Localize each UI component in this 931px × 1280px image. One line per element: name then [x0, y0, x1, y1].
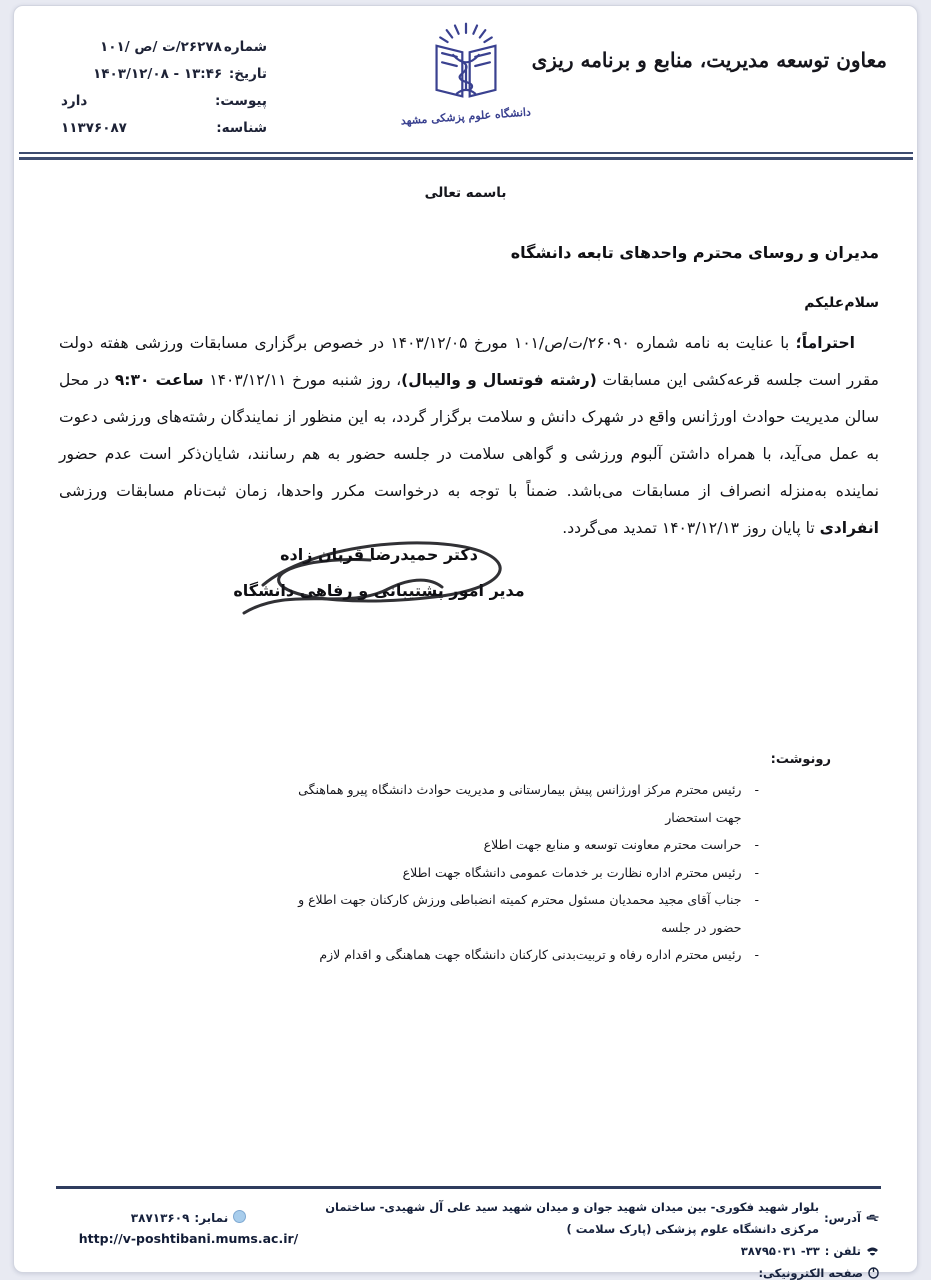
mouse-icon	[868, 1267, 879, 1279]
footer-divider	[56, 1186, 881, 1189]
cc-section	[271, 752, 831, 969]
field-date	[61, 65, 267, 83]
field-attachment-label: پیوست:	[214, 93, 267, 109]
body-segment: (رشته فوتسال و والیبال)	[401, 370, 597, 389]
cc-label: رونوشت:	[770, 752, 831, 767]
cc-bullet: -	[754, 892, 759, 907]
cc-bullet: -	[754, 864, 759, 880]
cc-item	[271, 941, 831, 969]
field-attachment-value: دارد	[61, 93, 88, 109]
field-id-value: ۱۱۳۷۶۰۸۷	[61, 120, 127, 136]
cc-item-text: حراست محترم معاونت توسعه و منابع جهت اطلاع	[483, 837, 742, 852]
footer-address-row	[314, 1196, 879, 1240]
cc-item-text: رئیس محترم اداره رفاه و تربیت‌بدنی کارکنان دانشگاه جهت هماهنگی و اقدام لازم	[319, 947, 742, 962]
university-emblem-icon	[420, 20, 512, 112]
salutation: سلام‌علیکم	[804, 295, 879, 311]
cc-bullet: -	[754, 837, 759, 852]
header-divider	[19, 152, 913, 160]
footer-web-label: صفحه الکترونیکی:	[758, 1266, 863, 1280]
field-number-value: ۲۶۲۷۸/ت /ص /۱۰۱	[100, 39, 222, 55]
hand-pointer-icon	[866, 1213, 879, 1223]
field-id-label: شناسه:	[216, 120, 267, 136]
signatory-role: مدیر امور پشتیبانی و رفاهی دانشگاه	[233, 581, 525, 600]
org-title-calligraphy: معاون توسعه مدیریت، منابع و برنامه ریزی	[531, 48, 887, 72]
body-segment: تا پایان روز ۱۴۰۳/۱۲/۱۳ تمدید می‌گردد.	[562, 518, 820, 537]
university-logo	[399, 20, 531, 128]
cc-item	[271, 859, 831, 887]
footer-phone-row	[314, 1240, 879, 1262]
body-segment: در محل سالن مدیریت حوادث اورژانس واقع در شهرک دانش و سلامت برگزار گردد، به این منظور از نمایندگان رشته‌های ورزشی دعوت به عمل می‌آید، با همراه داشتن آلبوم ورزشی و گواهی سلامت در جلسه حضور به هم رسانند، شایان‌ذکر است عدم حضور نماینده به‌منزله انصراف از مسابقات می‌باشد. ضمناً با توجه به درخواست مکرر واحدها، زمان ثبت‌نام مسابقات ورزشی	[59, 370, 879, 500]
field-date-value: ۱۳:۴۶ - ۱۴۰۳/۱۲/۰۸	[93, 66, 223, 82]
field-number-label: شماره	[223, 39, 267, 55]
field-id	[61, 119, 267, 137]
signature-block	[184, 537, 574, 609]
footer-fax-row	[71, 1209, 306, 1227]
field-attachment	[61, 92, 267, 110]
cc-item	[271, 886, 831, 941]
university-name-caption: دانشگاه علوم پزشکی مشهد	[399, 105, 531, 128]
footer-phone-label: تلفن :	[824, 1244, 861, 1258]
field-number	[61, 38, 267, 56]
footer-fax-value: ۳۸۷۱۳۶۰۹	[130, 1211, 190, 1225]
cc-item-text: رئیس محترم اداره نظارت بر خدمات عمومی دانشگاه جهت اطلاع	[402, 864, 742, 880]
body-segment: احتراماً؛	[795, 333, 855, 352]
cc-item	[271, 831, 831, 859]
body-segment: ساعت ۹:۳۰	[114, 370, 204, 389]
footer-fax-block	[71, 1209, 306, 1246]
body-segment: انفرادی	[819, 518, 879, 537]
footer-phone-value: ۳۳- ۳۸۷۹۵۰۳۱	[740, 1244, 820, 1258]
letter-body-paragraph	[59, 325, 879, 547]
fax-dot-icon	[233, 1210, 246, 1223]
website-link[interactable]: http://v-poshtibani.mums.ac.ir/	[78, 1231, 299, 1246]
cc-item-text: جناب آقای مجید محمدیان مسئول محترم کمیته انضباطی ورزش کارکنان جهت اطلاع و حضور در جلسه	[298, 892, 742, 935]
footer-fax-label: نمابر:	[194, 1211, 229, 1225]
body-segment: ، روز شنبه مورخ ۱۴۰۳/۱۲/۱۱	[203, 370, 402, 389]
besmellah-heading: باسمه تعالی	[424, 185, 507, 201]
cc-item	[271, 776, 831, 831]
signatory-name: دکتر حمیدرضا قربان زاده	[280, 545, 478, 564]
recipient-line: مدیران و روسای محترم واحدهای تابعه دانشگاه	[510, 243, 879, 262]
footer-address-label: آدرس:	[824, 1211, 861, 1225]
cc-bullet: -	[754, 782, 759, 797]
field-date-label: تاریخ:	[228, 66, 267, 82]
cc-item-text: رئیس محترم مرکز اورژانس پیش بیمارستانی و مدیریت حوادث دانشگاه پیرو هماهنگی جهت استحضار	[298, 782, 742, 825]
footer-address-value: بلوار شهید فکوری- بین میدان شهید جوان و میدان شهید سید علی آل شهیدی- ساختمان مرکزی دانشگاه علوم پزشکی (پارک سلامت )	[325, 1200, 820, 1236]
body-segment: با عنایت به نامه شماره ۲۶۰۹۰/ت/ص/۱۰۱ مورخ ۱۴۰۳/۱۲/۰۵ در خصوص برگزاری مسابقات ورزشی هفته دولت مقرر است جلسه قرعه‌کشی این مسابقات	[59, 333, 879, 389]
letter-page	[13, 5, 918, 1280]
cc-bullet: -	[754, 947, 759, 962]
telephone-icon	[866, 1246, 879, 1257]
letter-meta-fields	[61, 38, 267, 146]
footer-contact-block	[314, 1196, 879, 1280]
footer-web-row	[314, 1262, 879, 1280]
